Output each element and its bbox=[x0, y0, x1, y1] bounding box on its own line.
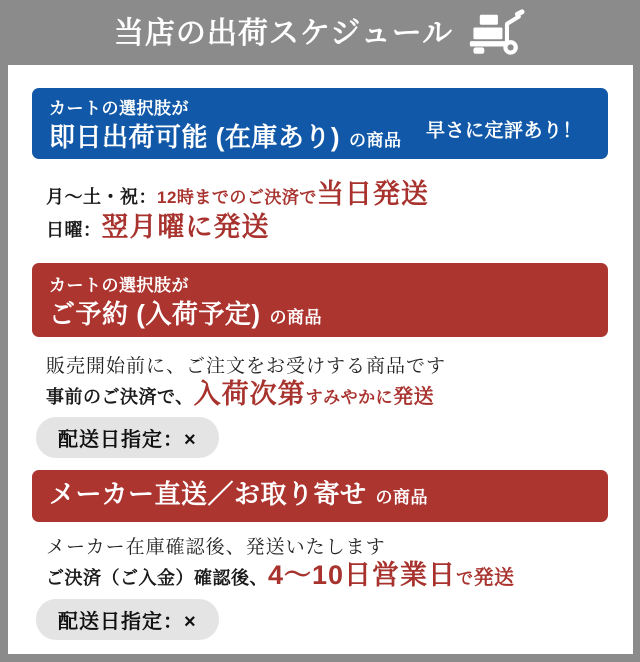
banner-same-day-line1: カートの選択肢が bbox=[49, 99, 189, 118]
banner-preorder bbox=[32, 263, 608, 337]
direct-highlight: 4〜10日営業日 bbox=[268, 560, 457, 590]
page-title: 当店の出荷スケジュール bbox=[113, 16, 454, 50]
banner-direct-suffix: の商品 bbox=[375, 488, 428, 507]
banner-same-day bbox=[32, 88, 608, 159]
banner-direct bbox=[32, 470, 608, 522]
preorder-delivery-date-badge: 配送日指定：× bbox=[36, 417, 219, 458]
banner-preorder-line2 bbox=[49, 297, 608, 335]
same-day-row-sunday bbox=[46, 211, 270, 248]
preorder-highlight: 入荷次第 bbox=[193, 379, 306, 409]
preorder-tail: 発送 bbox=[393, 386, 435, 408]
banner-same-day-suffix: の商品 bbox=[349, 131, 402, 150]
banner-direct-line bbox=[49, 477, 428, 515]
same-day-weekday-detail: 12時までのご決済で bbox=[157, 188, 317, 207]
same-day-weekday-label: 月〜土・祝： bbox=[46, 187, 157, 207]
banner-direct-big: メーカー直送／お取り寄せ bbox=[49, 479, 367, 509]
banner-preorder-suffix: の商品 bbox=[269, 308, 323, 327]
banner-preorder-line1: カートの選択肢が bbox=[49, 276, 189, 295]
same-day-sunday-highlight: 翌月曜に発送 bbox=[101, 212, 270, 242]
preorder-mid: すみやかに bbox=[305, 388, 394, 407]
banner-preorder-big: ご予約 (入荷予定) bbox=[49, 299, 261, 329]
direct-description: メーカー在庫確認後、発送いたします bbox=[46, 537, 386, 558]
hand-truck-icon bbox=[468, 9, 526, 60]
direct-row bbox=[46, 557, 515, 598]
preorder-description: 販売開始前に、ご注文をお受けする商品です bbox=[46, 356, 447, 377]
direct-tail: 発送 bbox=[473, 567, 515, 589]
header bbox=[0, 0, 640, 65]
same-day-sunday-label: 日曜： bbox=[46, 220, 102, 240]
banner-same-day-note: 早さに定評あり！ bbox=[425, 120, 582, 141]
same-day-row-weekday bbox=[46, 178, 429, 215]
same-day-weekday-highlight: 当日発送 bbox=[316, 179, 429, 209]
content-panel bbox=[8, 65, 633, 654]
direct-label: ご決済（ご入金）確認後、 bbox=[46, 568, 268, 588]
direct-mid: で bbox=[456, 569, 474, 588]
preorder-label: 事前のご決済で、 bbox=[46, 387, 194, 407]
preorder-row bbox=[46, 377, 434, 416]
direct-delivery-date-badge: 配送日指定：× bbox=[36, 599, 219, 640]
banner-same-day-big: 即日出荷可能 (在庫あり) bbox=[49, 122, 341, 152]
